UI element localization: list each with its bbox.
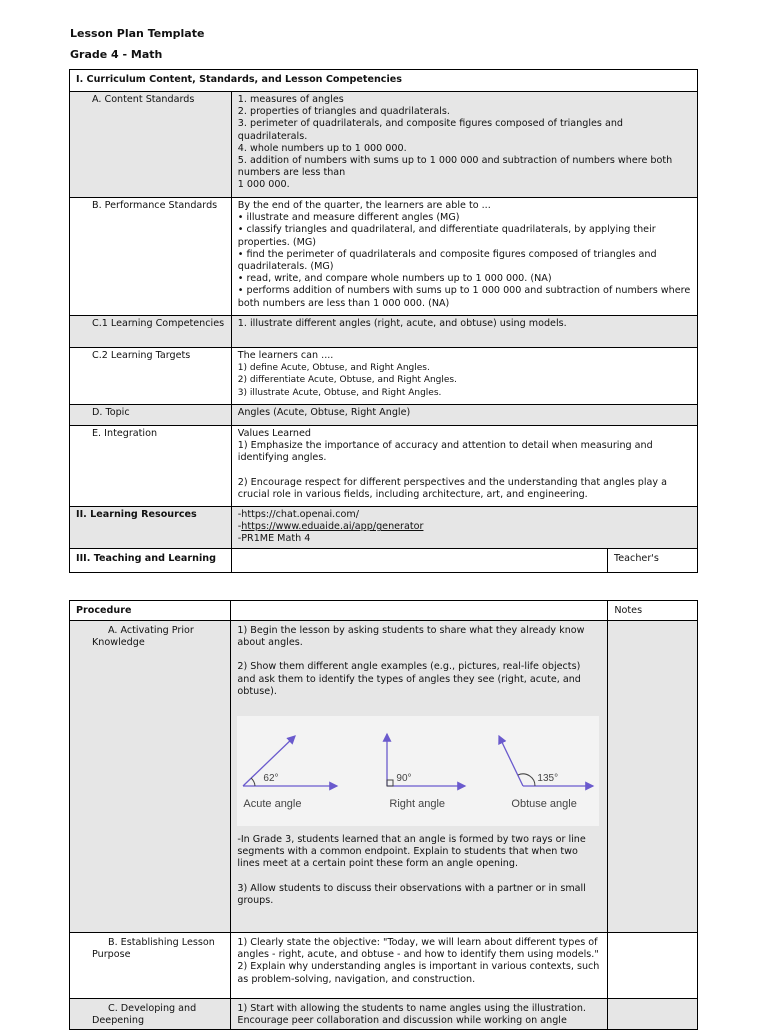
curriculum-header: I. Curriculum Content, Standards, and Lesson Competencies bbox=[70, 70, 698, 92]
apk-step-2: 2) Show them different angle examples (e.g., pictures, real-life objects) and ask them to identify the types of angles they see (right, acute, and obtuse). bbox=[237, 661, 581, 697]
apk-step-1: 1) Begin the lesson by asking students to share what they already know about angles. bbox=[237, 625, 585, 649]
topic-label: D. Topic bbox=[70, 405, 232, 426]
teaching-table bbox=[69, 548, 698, 573]
apk-step-3: 3) Allow students to discuss their observations with a partner or in small groups. bbox=[237, 882, 586, 906]
obtuse-degrees: 135° bbox=[537, 773, 559, 785]
procedure-header: Procedure bbox=[70, 601, 231, 621]
integration-cell bbox=[231, 426, 697, 507]
obtuse-angle-label: Obtuse angle bbox=[511, 798, 577, 811]
activating-prior-knowledge-label: A. Activating Prior Knowledge bbox=[70, 621, 231, 933]
learning-resources-label: II. Learning Resources bbox=[70, 507, 232, 549]
developing-deepening-label: C. Developing and Deepening bbox=[70, 999, 231, 1030]
teachers-column-label: Teacher's bbox=[608, 549, 698, 573]
establishing-purpose-text: 1) Clearly state the objective: "Today, we will learn about different types of angles - right, acute, and obtuse - and how to identify them using models." 2) Explain why understanding angles is important in various contexts, such as problem-solving, navigation, and construction. bbox=[231, 933, 608, 999]
right-angle-marker bbox=[387, 780, 393, 786]
performance-standards-text: By the end of the quarter, the learners are able to ... • illustrate and measure different angles (MG) • classify triangles and quadrilateral, and differentiate quadrilaterals, by applying their properties. (MG) • find the perimeter of quadrilaterals and composite figures composed of triangles and quadrilaterals. (MG) • read, write, and compare whole numbers up to 1 000 000. (NA) • performs addition of numbers with sums up to 1 000 000 and subtraction of numbers where both numbers are less than 1 000 000. (NA) bbox=[231, 198, 697, 316]
learning-targets-cell bbox=[231, 348, 697, 405]
activating-prior-knowledge-cell bbox=[231, 621, 608, 933]
acute-angle-label: Acute angle bbox=[243, 798, 302, 811]
apk-notes-cell bbox=[608, 621, 698, 933]
angle-types-figure bbox=[237, 716, 599, 826]
resource-prime: -PR1ME Math 4 bbox=[237, 533, 311, 545]
integration-label: E. Integration bbox=[70, 426, 232, 507]
learning-competencies-label: C.1 Learning Competencies bbox=[70, 316, 232, 348]
learning-competencies-text: 1. illustrate different angles (right, acute, and obtuse) using models. bbox=[231, 316, 697, 348]
developing-deepening-text: 1) Start with allowing the students to name angles using the illustration. Encourage peer collaboration and discussion while working on angle bbox=[231, 999, 608, 1030]
integration-text-2: 2) Encourage respect for different perspectives and the understanding that angles play a crucial role in various fields, including architecture, art, and engineering. bbox=[237, 476, 668, 500]
apk-grade3-note: -In Grade 3, students learned that an angle is formed by two rays or line segments with a common endpoint. Explain to students that when two lines meet at a certain point these form an angle opening. bbox=[237, 834, 586, 870]
document-title: Lesson Plan Template bbox=[70, 27, 205, 40]
right-angle-label: Right angle bbox=[389, 798, 446, 811]
procedure-middle-header bbox=[231, 601, 608, 621]
integration-text: Values Learned 1) Emphasize the importance of accuracy and attention to detail when measuring and identifying angles. bbox=[237, 428, 653, 464]
acute-arc bbox=[251, 778, 255, 786]
learning-targets-label: C.2 Learning Targets bbox=[70, 348, 232, 405]
resource-chatgpt: -https://chat.openai.com/ bbox=[237, 509, 359, 520]
content-standards-text: 1. measures of angles 2. properties of triangles and quadrilaterals. 3. perimeter of quadrilaterals, and composite figures composed of triangles and quadrilaterals. 4. whole numbers up to 1 000 000. 5. addition of numbers with sums up to 1 000 000 and subtraction of numbers where both numbers are less than 1 000 000. bbox=[231, 92, 697, 198]
resource-eduaide: -https://www.eduaide.ai/app/generator bbox=[237, 521, 424, 533]
developing-deepening-notes bbox=[608, 999, 698, 1030]
curriculum-table bbox=[69, 69, 698, 549]
learning-targets-intro: The learners can .... bbox=[237, 350, 334, 361]
teaching-empty-cell bbox=[231, 549, 607, 573]
content-standards-label: A. Content Standards bbox=[70, 92, 232, 198]
establishing-purpose-notes bbox=[608, 933, 698, 999]
document-subtitle: Grade 4 - Math bbox=[70, 48, 163, 61]
procedure-table bbox=[69, 600, 698, 1030]
learning-resources-list bbox=[231, 507, 697, 549]
establishing-purpose-label: B. Establishing Lesson Purpose bbox=[70, 933, 231, 999]
learning-targets-list: 1) define Acute, Obtuse, and Right Angles. 2) differentiate Acute, Obtuse, and Right Angles. 3) illustrate Acute, Obtuse, and Right Angles. bbox=[237, 363, 457, 398]
performance-standards-label: B. Performance Standards bbox=[70, 198, 232, 316]
acute-degrees: 62° bbox=[263, 773, 279, 785]
notes-header: Notes bbox=[608, 601, 698, 621]
obtuse-slant-ray bbox=[499, 736, 523, 786]
eduaide-link[interactable]: https://www.eduaide.ai/app/generator bbox=[241, 521, 424, 533]
teaching-learning-label: III. Teaching and Learning bbox=[70, 549, 232, 573]
topic-text: Angles (Acute, Obtuse, Right Angle) bbox=[231, 405, 697, 426]
right-degrees: 90° bbox=[396, 773, 412, 785]
